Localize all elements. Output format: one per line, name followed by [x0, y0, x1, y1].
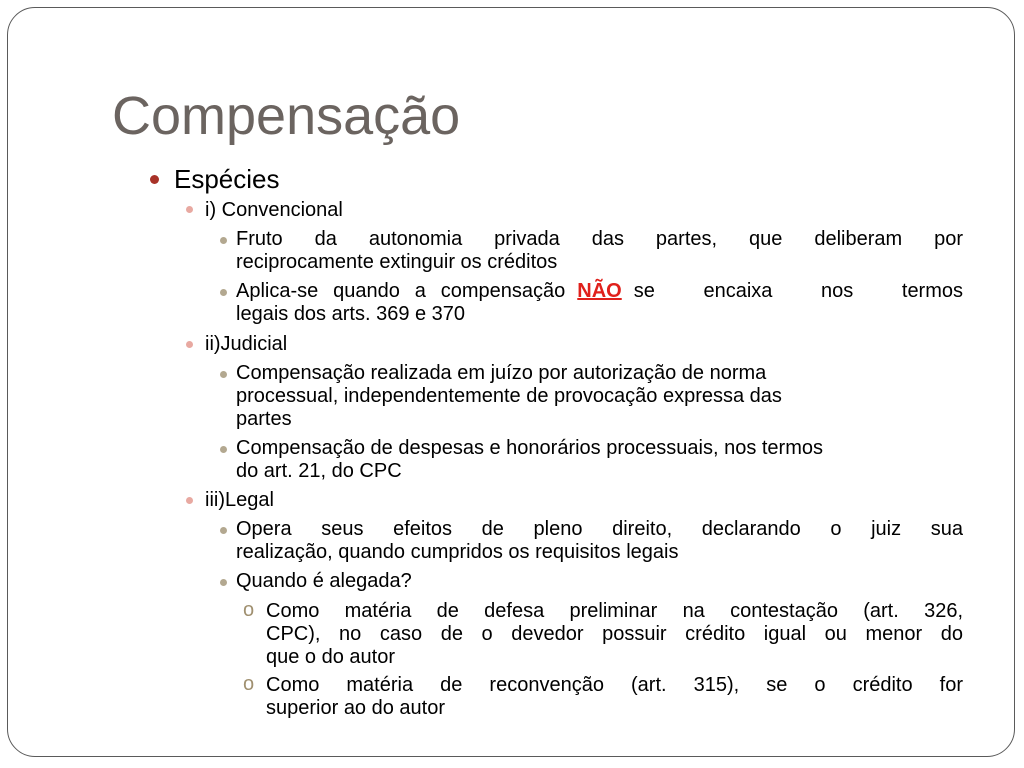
item-text-before: Aplica-se quando a compensação [236, 280, 566, 302]
bullet-dot-icon [220, 579, 227, 586]
list-item-line: processual, independentemente de provocação expressa das [236, 385, 782, 407]
section-label-judicial: ii)Judicial [205, 333, 288, 355]
emphasis-nao: NÃO [577, 280, 622, 302]
heading-especies: Espécies [174, 164, 280, 194]
list-item-line: Opera seus efeitos de pleno direito, declarando o juiz sua [236, 518, 963, 540]
list-item-line: Fruto da autonomia privada das partes, que deliberam por [236, 228, 963, 250]
item-text-after: se encaixa nos termos [633, 280, 964, 302]
slide-title: Compensação [112, 86, 461, 146]
list-item-line: reciprocamente extinguir os créditos [236, 251, 558, 273]
bullet-dot-icon [186, 341, 193, 348]
bullet-dot-icon [150, 175, 159, 184]
list-item-line [236, 280, 963, 303]
sub-item-line: Como matéria de defesa preliminar na contestação (art. 326, [266, 600, 963, 622]
section-label-legal: iii)Legal [205, 489, 274, 511]
list-item-line: Compensação de despesas e honorários processuais, nos termos [236, 437, 823, 459]
bullet-dot-icon [220, 446, 227, 453]
list-item-line: partes [236, 408, 292, 430]
sub-item-line: CPC), no caso de o devedor possuir crédito igual ou menor do [266, 623, 963, 645]
bullet-dot-icon [220, 289, 227, 296]
sub-item-line: que o do autor [266, 646, 395, 668]
bullet-dot-icon [220, 371, 227, 378]
list-item-line: legais dos arts. 369 e 370 [236, 303, 466, 325]
list-item-line: Quando é alegada? [236, 570, 412, 592]
section-label-convencional: i) Convencional [205, 199, 343, 221]
bullet-dot-icon [220, 527, 227, 534]
list-item-line: realização, quando cumpridos os requisitos legais [236, 541, 679, 563]
list-item-line: Compensação realizada em juízo por autorização de norma [236, 362, 767, 384]
circle-bullet-icon: o [243, 673, 255, 695]
bullet-dot-icon [186, 497, 193, 504]
sub-item-line: superior ao do autor [266, 697, 446, 719]
circle-bullet-icon: o [243, 599, 255, 621]
bullet-dot-icon [186, 206, 193, 213]
bullet-dot-icon [220, 237, 227, 244]
sub-item-line: Como matéria de reconvenção (art. 315), se o crédito for [266, 674, 963, 696]
list-item-line: do art. 21, do CPC [236, 460, 402, 482]
